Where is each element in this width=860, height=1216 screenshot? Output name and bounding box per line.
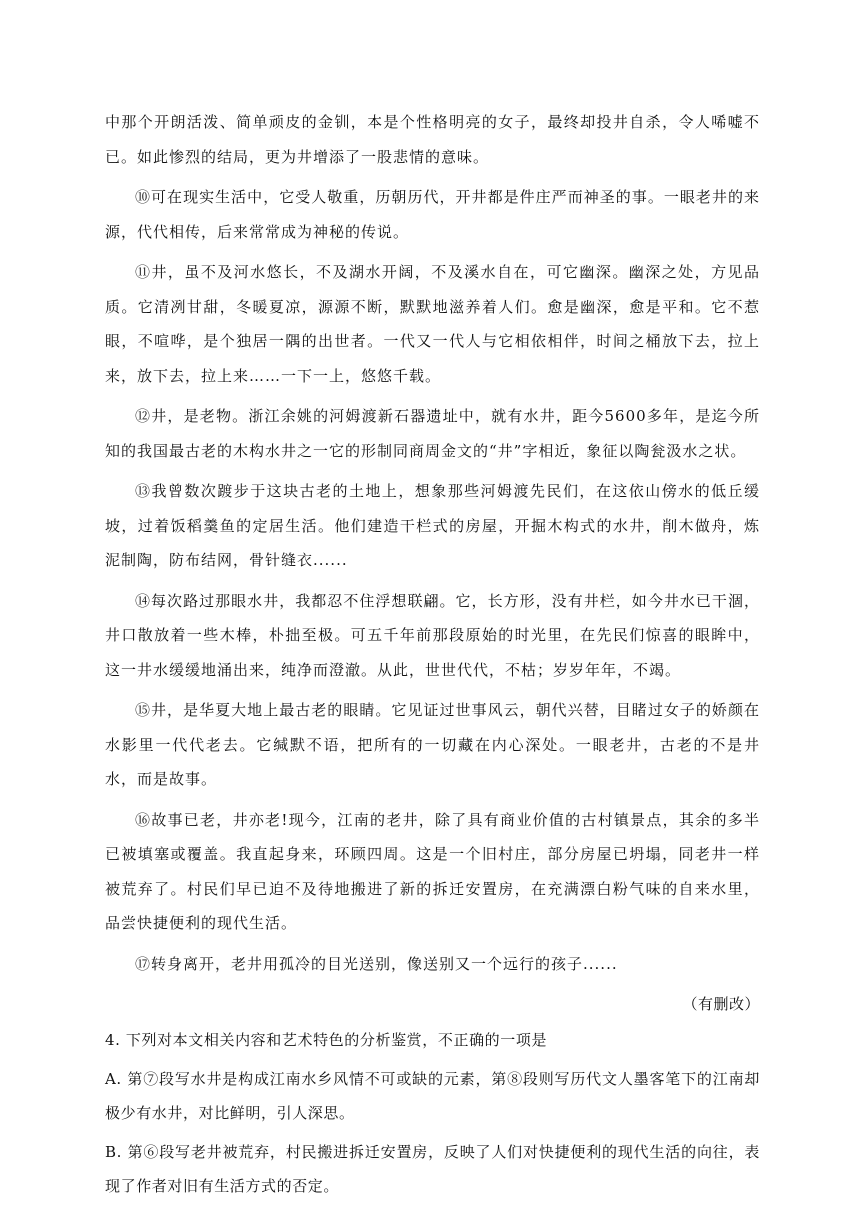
passage-paragraph-11: ⑪井，虽不及河水悠长，不及湖水开阔，不及溪水自在，可它幽深。幽深之处，方见品质。它清冽甘甜，冬暖夏凉，源源不断，默默地滋养着人们。愈是幽深，愈是平和。它不惹眼，不喧哗，是个独居一隅的出世者。一代又一代人与它相依相伴，时间之桶放下去，拉上来，放下去，拉上来……一下一上，悠悠千载。 — [105, 263, 760, 385]
passage-paragraph-14: ⑭每次路过那眼水井，我都忍不住浮想联翩。它，长方形，没有井栏，如今井水已干涸，井口散放着一些木棒，朴拙至极。可五千年前那段原始的时光里，在先民们惊喜的眼眸中，这一井水缓缓地涌出来，纯净而澄澈。从此，世世代代，不枯；岁岁年年，不竭。 — [105, 591, 760, 679]
passage-paragraph-12: ⑫井，是老物。浙江余姚的河姆渡新石器遗址中，就有水井，距今5600多年，是迄今所知的我国最古老的木构水井之一它的形制同商周金文的“井”字相近，象征以陶瓮汲水之状。 — [105, 407, 760, 460]
passage-paragraph-16: ⑯故事已老，井亦老!现今，江南的老井，除了具有商业价值的古村镇景点，其余的多半已被填塞或覆盖。我直起身来，环顾四周。这是一个旧村庄，部分房屋已坍塌，同老井一样被荒弃了。村民们早已迫不及待地搬进了新的拆迁安置房，在充满漂白粉气味的自来水里，品尝快捷便利的现代生活。 — [105, 810, 760, 932]
source-note: （有删改） — [682, 995, 760, 1013]
option-a: A. 第⑦段写水井是构成江南水乡风情不可或缺的元素，第⑧段则写历代文人墨客笔下的江南却极少有水井，对比鲜明，引人深思。 — [105, 1069, 760, 1122]
passage-paragraph-17: ⑰转身离开，老井用孤冷的目光送别，像送别又一个远行的孩子...... — [135, 954, 618, 973]
passage-paragraph-10: ⑩可在现实生活中，它受人敬重，历朝历代，开井都是件庄严而神圣的事。一眼老井的来源，代代相传，后来常常成为神秘的传说。 — [105, 188, 760, 241]
passage-paragraph-15: ⑮井，是华夏大地上最古老的眼睛。它见证过世事风云，朝代兴替，目睹过女子的娇颜在水影里一代代老去。它缄默不语，把所有的一切藏在内心深处。一眼老井，古老的不是井水，而是故事。 — [105, 701, 760, 788]
content-area — [105, 105, 760, 1208]
question-stem: 4. 下列对本文相关内容和艺术特色的分析鉴赏，不正确的一项是 — [105, 1031, 548, 1049]
passage-paragraph-continued: 中那个开朗活泼、简单顽皮的金钏，本是个性格明亮的女子，最终却投井自杀，令人唏嘘不已。如此惨烈的结局，更为井增添了一股悲情的意味。 — [105, 113, 760, 166]
passage-paragraph-13: ⑬我曾数次踱步于这块古老的土地上，想象那些河姆渡先民们，在这依山傍水的低丘缓坡，过着饭稻羹鱼的定居生活。他们建造干栏式的房屋，开掘木构式的水井，削木做舟，炼泥制陶，防布结网，骨针缝衣...... — [105, 482, 760, 569]
option-b: B. 第⑥段写老井被荒弃，村民搬进拆迁安置房，反映了人们对快捷便利的现代生活的向往，表现了作者对旧有生活方式的否定。 — [105, 1142, 760, 1195]
